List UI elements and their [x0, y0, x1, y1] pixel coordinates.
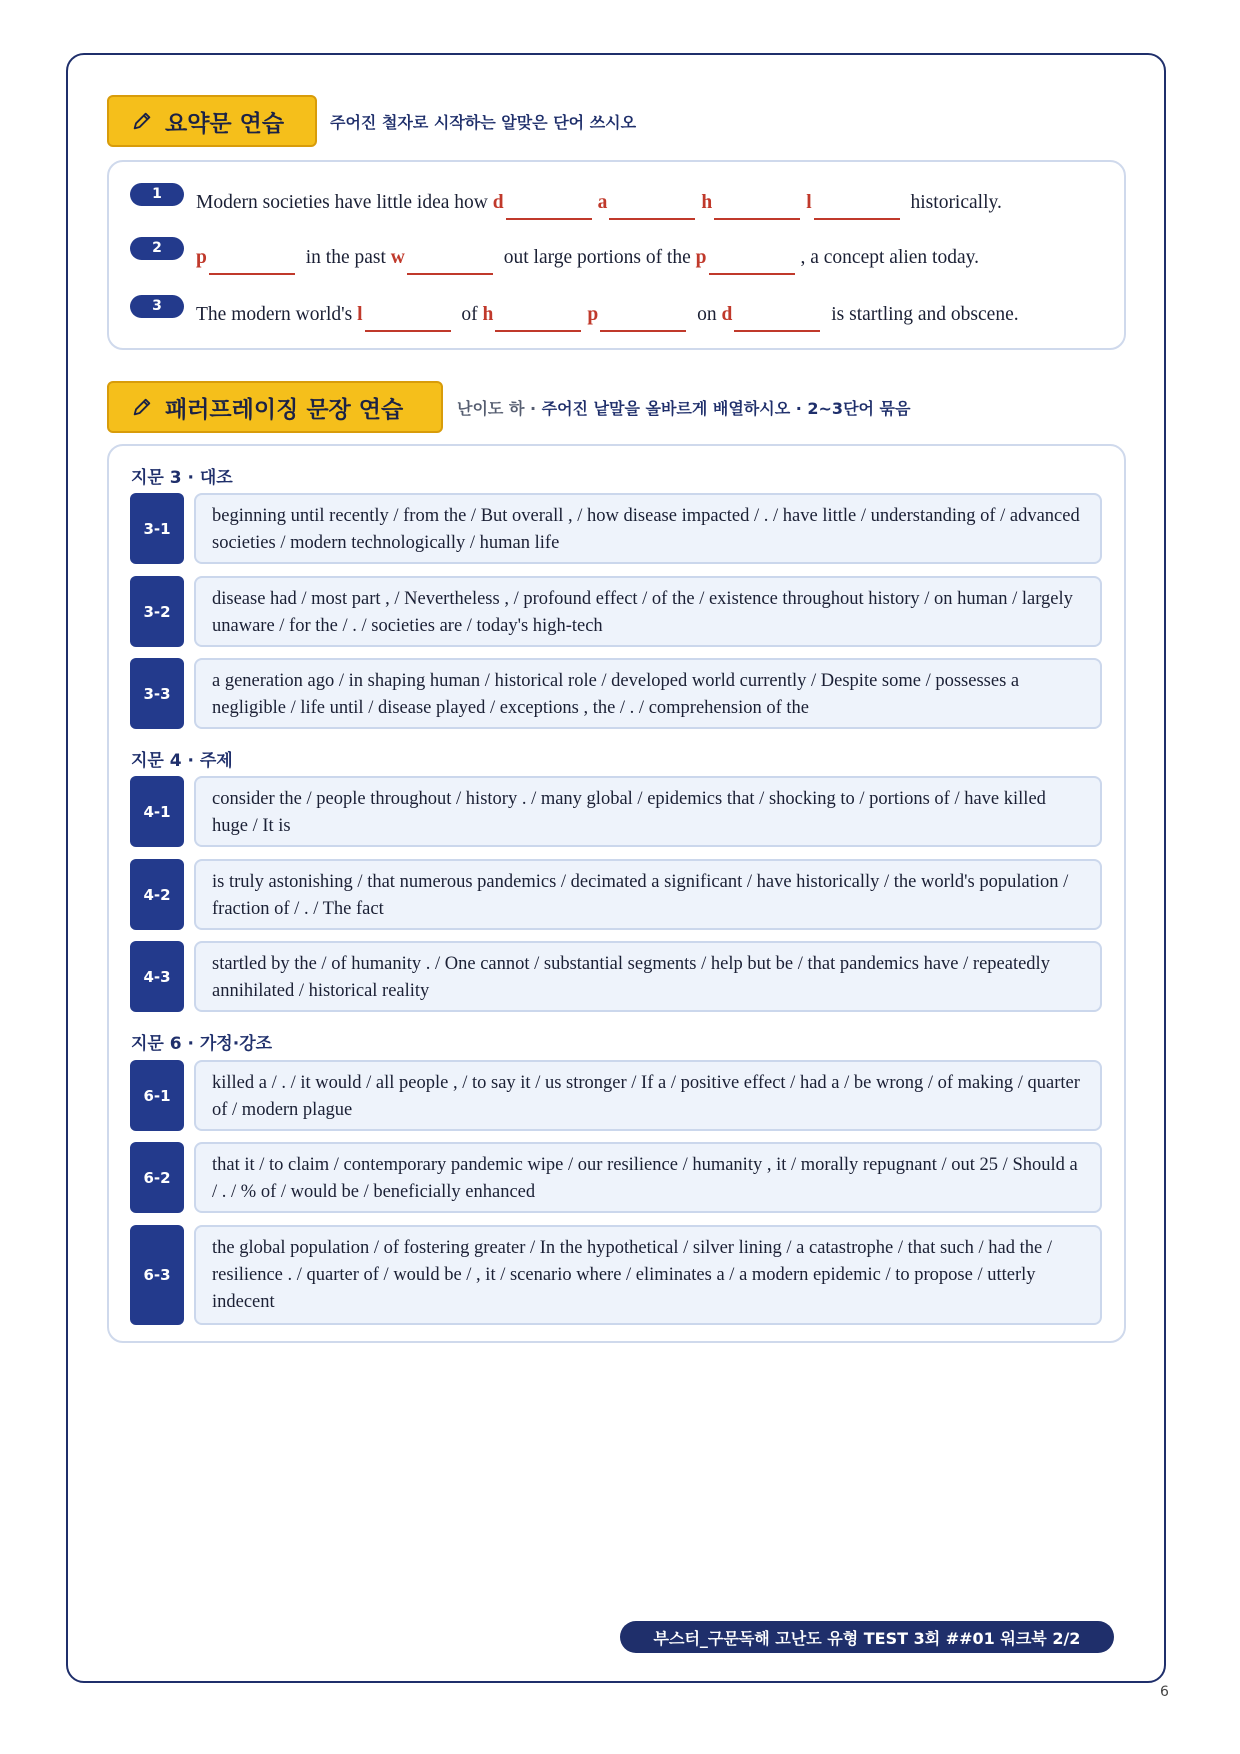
summary-section-tag: [107, 95, 317, 147]
sentence-text: on: [692, 304, 722, 325]
pencil-icon: [131, 110, 153, 132]
group-label: 지문 3 · 대조: [131, 468, 233, 488]
page-number: 6: [1160, 1684, 1169, 1700]
initial-letter: p: [587, 304, 599, 325]
summary-sentence: [196, 174, 1002, 214]
answer-blank[interactable]: [600, 306, 686, 332]
summary-section-title: 요약문 연습: [165, 110, 285, 137]
word-chunks: the global population / of fostering greater / In the hypothetical / silver lining / a catastrophe / that such / had the / resilience . / quarter of / would be / , it / scenario where / eliminates a / a modern epidemic / to propose / utterly indecent: [194, 1225, 1102, 1325]
initial-letter: a: [597, 192, 608, 213]
initial-letter: w: [390, 247, 405, 268]
question-number: 3-1: [130, 493, 184, 564]
answer-blank[interactable]: [495, 306, 581, 332]
word-chunks: disease had / most part , / Nevertheless , / profound effect / of the / existence throughout history / on human / largely unaware / for the / . / societies are / today's high-tech: [194, 576, 1102, 647]
answer-blank[interactable]: [609, 194, 695, 220]
question-number: 6-3: [130, 1225, 184, 1325]
word-chunks: is truly astonishing / that numerous pandemics / decimated a significant / have historically / the world's population / fraction of / . / The fact: [194, 859, 1102, 930]
initial-letter: p: [695, 247, 707, 268]
answer-blank[interactable]: [506, 194, 592, 220]
paraphrase-section-tag: [107, 381, 443, 433]
answer-blank[interactable]: [709, 249, 795, 275]
initial-letter: l: [357, 304, 363, 325]
initial-letter: l: [806, 192, 812, 213]
answer-blank[interactable]: [714, 194, 800, 220]
group-label: 지문 4 · 주제: [131, 751, 233, 771]
word-chunks: beginning until recently / from the / But overall , / how disease impacted / . / have little / understanding of / advanced societies / modern technologically / human life: [194, 493, 1102, 564]
footer-badge: 부스터_구문독해 고난도 유형 TEST 3회 ##01 워크북 2/2: [620, 1621, 1114, 1653]
answer-blank[interactable]: [365, 306, 451, 332]
initial-letter: h: [482, 304, 494, 325]
sentence-text: Modern societies have little idea how: [196, 192, 493, 213]
question-number: 6-1: [130, 1060, 184, 1131]
summary-sentence: [196, 286, 1019, 326]
summary-instruction: 주어진 철자로 시작하는 알맞은 단어 쓰시오: [330, 113, 637, 132]
paraphrase-section-title: 패러프레이징 문장 연습: [165, 396, 404, 423]
summary-sentence: [196, 229, 979, 269]
summary-number: 3: [130, 295, 184, 318]
difficulty-label: 난이도 하 ·: [457, 399, 537, 418]
answer-blank[interactable]: [407, 249, 493, 275]
sentence-text: of: [456, 304, 483, 325]
question-number: 4-2: [130, 859, 184, 930]
sentence-text: historically.: [905, 192, 1002, 213]
answer-blank[interactable]: [734, 306, 820, 332]
initial-letter: d: [721, 304, 733, 325]
sentence-text: , a concept alien today.: [800, 247, 979, 268]
initial-letter: p: [196, 247, 207, 268]
paraphrase-instruction-text: 주어진 낱말을 올바르게 배열하시오 · 2~3단어 묶음: [541, 399, 911, 418]
word-chunks: killed a / . / it would / all people , / to say it / us stronger / If a / positive effect / had a / be wrong / of making / quarter of / modern plague: [194, 1060, 1102, 1131]
question-number: 3-2: [130, 576, 184, 647]
sentence-text: is startling and obscene.: [826, 304, 1019, 325]
question-number: 6-2: [130, 1142, 184, 1213]
answer-blank[interactable]: [814, 194, 900, 220]
word-chunks: startled by the / of humanity . / One cannot / substantial segments / help but be / that pandemics have / repeatedly annihilated / historical reality: [194, 941, 1102, 1012]
pencil-icon: [131, 396, 153, 418]
word-chunks: that it / to claim / contemporary pandemic wipe / our resilience / humanity , it / morally repugnant / out 25 / Should a / . / % of / would be / beneficially enhanced: [194, 1142, 1102, 1213]
summary-number: 1: [130, 183, 184, 206]
word-chunks: consider the / people throughout / history . / many global / epidemics that / shocking to / portions of / have killed huge / It is: [194, 776, 1102, 847]
question-number: 4-1: [130, 776, 184, 847]
summary-number: 2: [130, 237, 184, 260]
initial-letter: d: [492, 192, 504, 213]
initial-letter: h: [701, 192, 713, 213]
group-label: 지문 6 · 가정·강조: [131, 1034, 273, 1054]
question-number: 3-3: [130, 658, 184, 729]
paraphrase-instruction: [457, 396, 910, 419]
sentence-text: in the past: [300, 247, 391, 268]
sentence-text: out large portions of the: [498, 247, 696, 268]
sentence-text: The modern world's: [196, 304, 358, 325]
answer-blank[interactable]: [209, 249, 295, 275]
question-number: 4-3: [130, 941, 184, 1012]
word-chunks: a generation ago / in shaping human / historical role / developed world currently / Despite some / possesses a negligible / life until / disease played / exceptions , the / . / comprehension of the: [194, 658, 1102, 729]
